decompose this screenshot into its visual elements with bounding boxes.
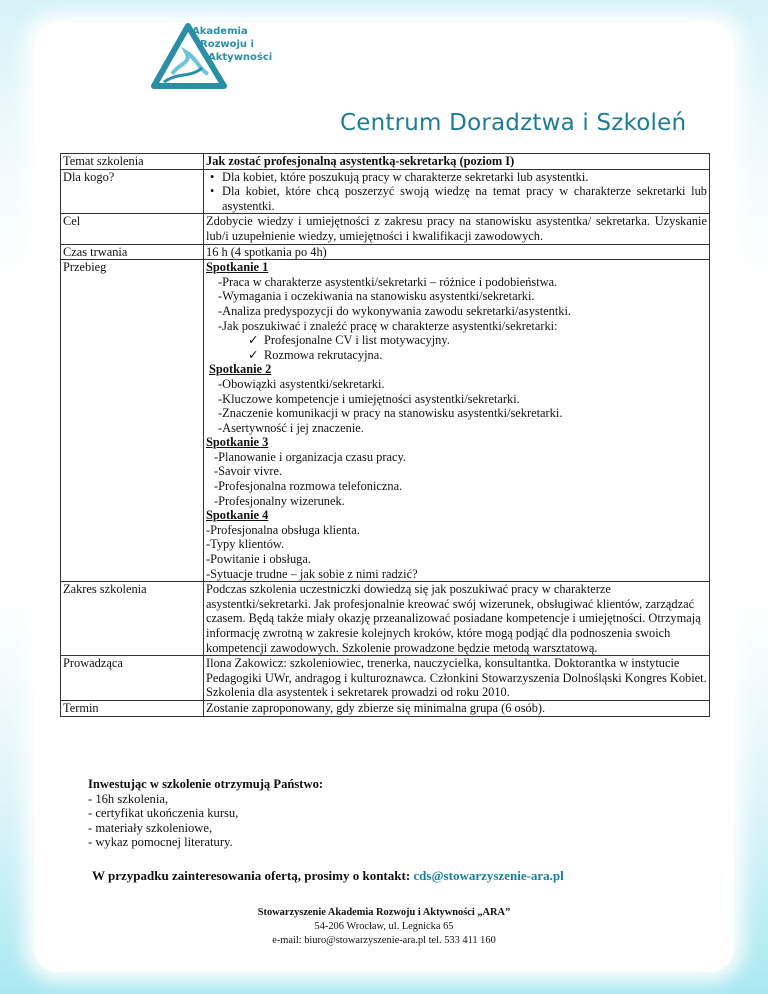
logo-text	[192, 25, 272, 64]
checklist-item	[206, 348, 707, 363]
label-przebieg: Przebieg	[61, 260, 204, 582]
row-czas	[61, 244, 710, 260]
list-item: -Profesjonalna rozmowa telefoniczna.	[214, 479, 403, 494]
list-item: -Asertywność i jej znaczenie.	[218, 420, 364, 435]
list-item: -Planowanie i organizacja czasu pracy.	[214, 449, 406, 464]
value-prowadzaca: Ilona Zakowicz: szkoleniowiec, trenerka, nauczycielka, konsultantka. Doktorantka w instytucie Pedagogiki UWr, andragog i kulturoznawca. Członkini Stowarzyszenia Dolnośląski Kongres Kobiet. Szkolenia dla asystentek i sekretarek prowadzi od roku 2010.	[204, 656, 710, 701]
list-item: - materiały szkoleniowe,	[88, 820, 213, 835]
logo-line-2: Rozwoju i	[200, 39, 254, 50]
label-prowadzaca: Prowadząca	[61, 656, 204, 701]
header-title: Centrum Doradztwa i Szkoleń	[340, 110, 687, 136]
checklist-item	[206, 333, 707, 348]
row-prowadzaca	[61, 656, 710, 701]
label-temat: Temat szkolenia	[61, 154, 204, 170]
contact-email-link[interactable]: cds@stowarzyszenie-ara.pl	[413, 868, 564, 883]
label-termin: Termin	[61, 700, 204, 716]
footer-address: 54-206 Wrocław, ul. Legnicka 65	[314, 921, 454, 932]
list-item: • Dla kobiet, które chcą poszerzyć swoją wiedzę na temat pracy w charakterze sekretarki lub asystentki.	[222, 184, 707, 213]
check-icon: ✓	[248, 347, 259, 362]
list-item: -Analiza predyspozycji do wykonywania zawodu sekretarki/asystentki.	[218, 303, 572, 318]
list-item: -Profesjonalna obsługa klienta.	[206, 522, 360, 537]
checklist-text: Rozmowa rekrutacyjna.	[264, 347, 383, 362]
list-item: -Typy klientów.	[206, 537, 285, 552]
list-item: -Sytuacje trudne – jak sobie z nimi radzić?	[206, 566, 418, 581]
value-zakres: Podczas szkolenia uczestniczki dowiedzą się jak poszukiwać pracy w charakterze asystentki/sekretarki. Jak profesjonalnie kreować swój wizerunek, obsługiwać klientów, zarządzać czasem. Będą także miały okazję przeanalizować posiadane kompetencje i umiejętności. Otrzymają informację zwrotną w zakresie kolejnych kroków, które mogą podjąć dla podnoszenia swoich kompetencji zawodowych. Szkolenie prowadzone będzie metodą warsztatową.	[204, 582, 710, 656]
list-item: -Powitanie i obsługa.	[206, 552, 311, 567]
benefits-section	[88, 777, 323, 850]
value-termin: Zostanie zaproponowany, gdy zbierze się minimalna grupa (6 osób).	[204, 700, 710, 716]
meeting-4-title: Spotkanie 4	[206, 508, 269, 523]
list-item: - certyfikat ukończenia kursu,	[88, 806, 239, 821]
contact-line	[92, 868, 564, 884]
value-czas: 16 h (4 spotkania po 4h)	[204, 244, 710, 260]
training-info-table	[60, 153, 710, 717]
row-cel	[61, 214, 710, 244]
meeting-3-title: Spotkanie 3	[206, 435, 269, 450]
list-item: -Kluczowe kompetencje i umiejętności asystentki/sekretarki.	[218, 391, 520, 406]
footer	[0, 906, 768, 948]
logo-line-3: Aktywności	[208, 52, 273, 63]
benefits-title: Inwestując w szkolenie otrzymują Państwo:	[88, 777, 324, 791]
list-item: -Znaczenie komunikacji w pracy na stanowisku asystentki/sekretarki.	[218, 406, 563, 421]
list-item: -Savoir vivre.	[214, 464, 283, 479]
value-temat: Jak zostać profesjonalną asystentką-sekretarką (poziom I)	[204, 154, 710, 170]
footer-contact: e-mail: biuro@stowarzyszenie-ara.pl tel. 533 411 160	[272, 935, 496, 946]
row-temat	[61, 154, 710, 170]
row-termin	[61, 700, 710, 716]
check-icon: ✓	[248, 333, 259, 348]
footer-org: Stowarzyszenie Akademia Rozwoju i Aktywności „ARA”	[257, 907, 511, 918]
value-przebieg	[204, 260, 710, 582]
label-czas: Czas trwania	[61, 244, 204, 260]
list-item: -Praca w charakterze asystentki/sekretarki – różnice i podobieństwa.	[218, 274, 558, 289]
list-item: - 16h szkolenia,	[88, 791, 169, 806]
label-zakres: Zakres szkolenia	[61, 582, 204, 656]
checklist-text: Profesjonalne CV i list motywacyjny.	[264, 333, 450, 348]
label-cel: Cel	[61, 214, 204, 244]
list-item: - wykaz pomocnej literatury.	[88, 835, 233, 850]
value-cel: Zdobycie wiedzy i umiejętności z zakresu pracy na stanowisku asystentka/ sekretarka. Uzyskanie lub/i uzupełnienie wiedzy, umiejętności i kwalifikacji zawodowych.	[204, 214, 710, 244]
row-dla-kogo	[61, 169, 710, 214]
row-przebieg	[61, 260, 710, 582]
label-dla-kogo: Dla kogo?	[61, 169, 204, 214]
meeting-2-title: Spotkanie 2	[209, 362, 272, 377]
contact-text: W przypadku zainteresowania ofertą, prosimy o kontakt:	[92, 868, 411, 883]
list-item: -Wymagania i oczekiwania na stanowisku asystentki/sekretarki.	[218, 289, 535, 304]
list-item: -Obowiązki asystentki/sekretarki.	[218, 376, 385, 391]
meeting-1-title: Spotkanie 1	[206, 260, 269, 275]
row-zakres	[61, 582, 710, 656]
value-dla-kogo	[204, 169, 710, 214]
list-item: -Profesjonalny wizerunek.	[214, 493, 345, 508]
list-item: • Dla kobiet, które poszukują pracy w charakterze sekretarki lub asystentki.	[222, 170, 707, 185]
logo-line-1: Akademia	[192, 26, 248, 37]
list-item: -Jak poszukiwać i znaleźć pracę w charakterze asystentki/sekretarki:	[218, 318, 558, 333]
